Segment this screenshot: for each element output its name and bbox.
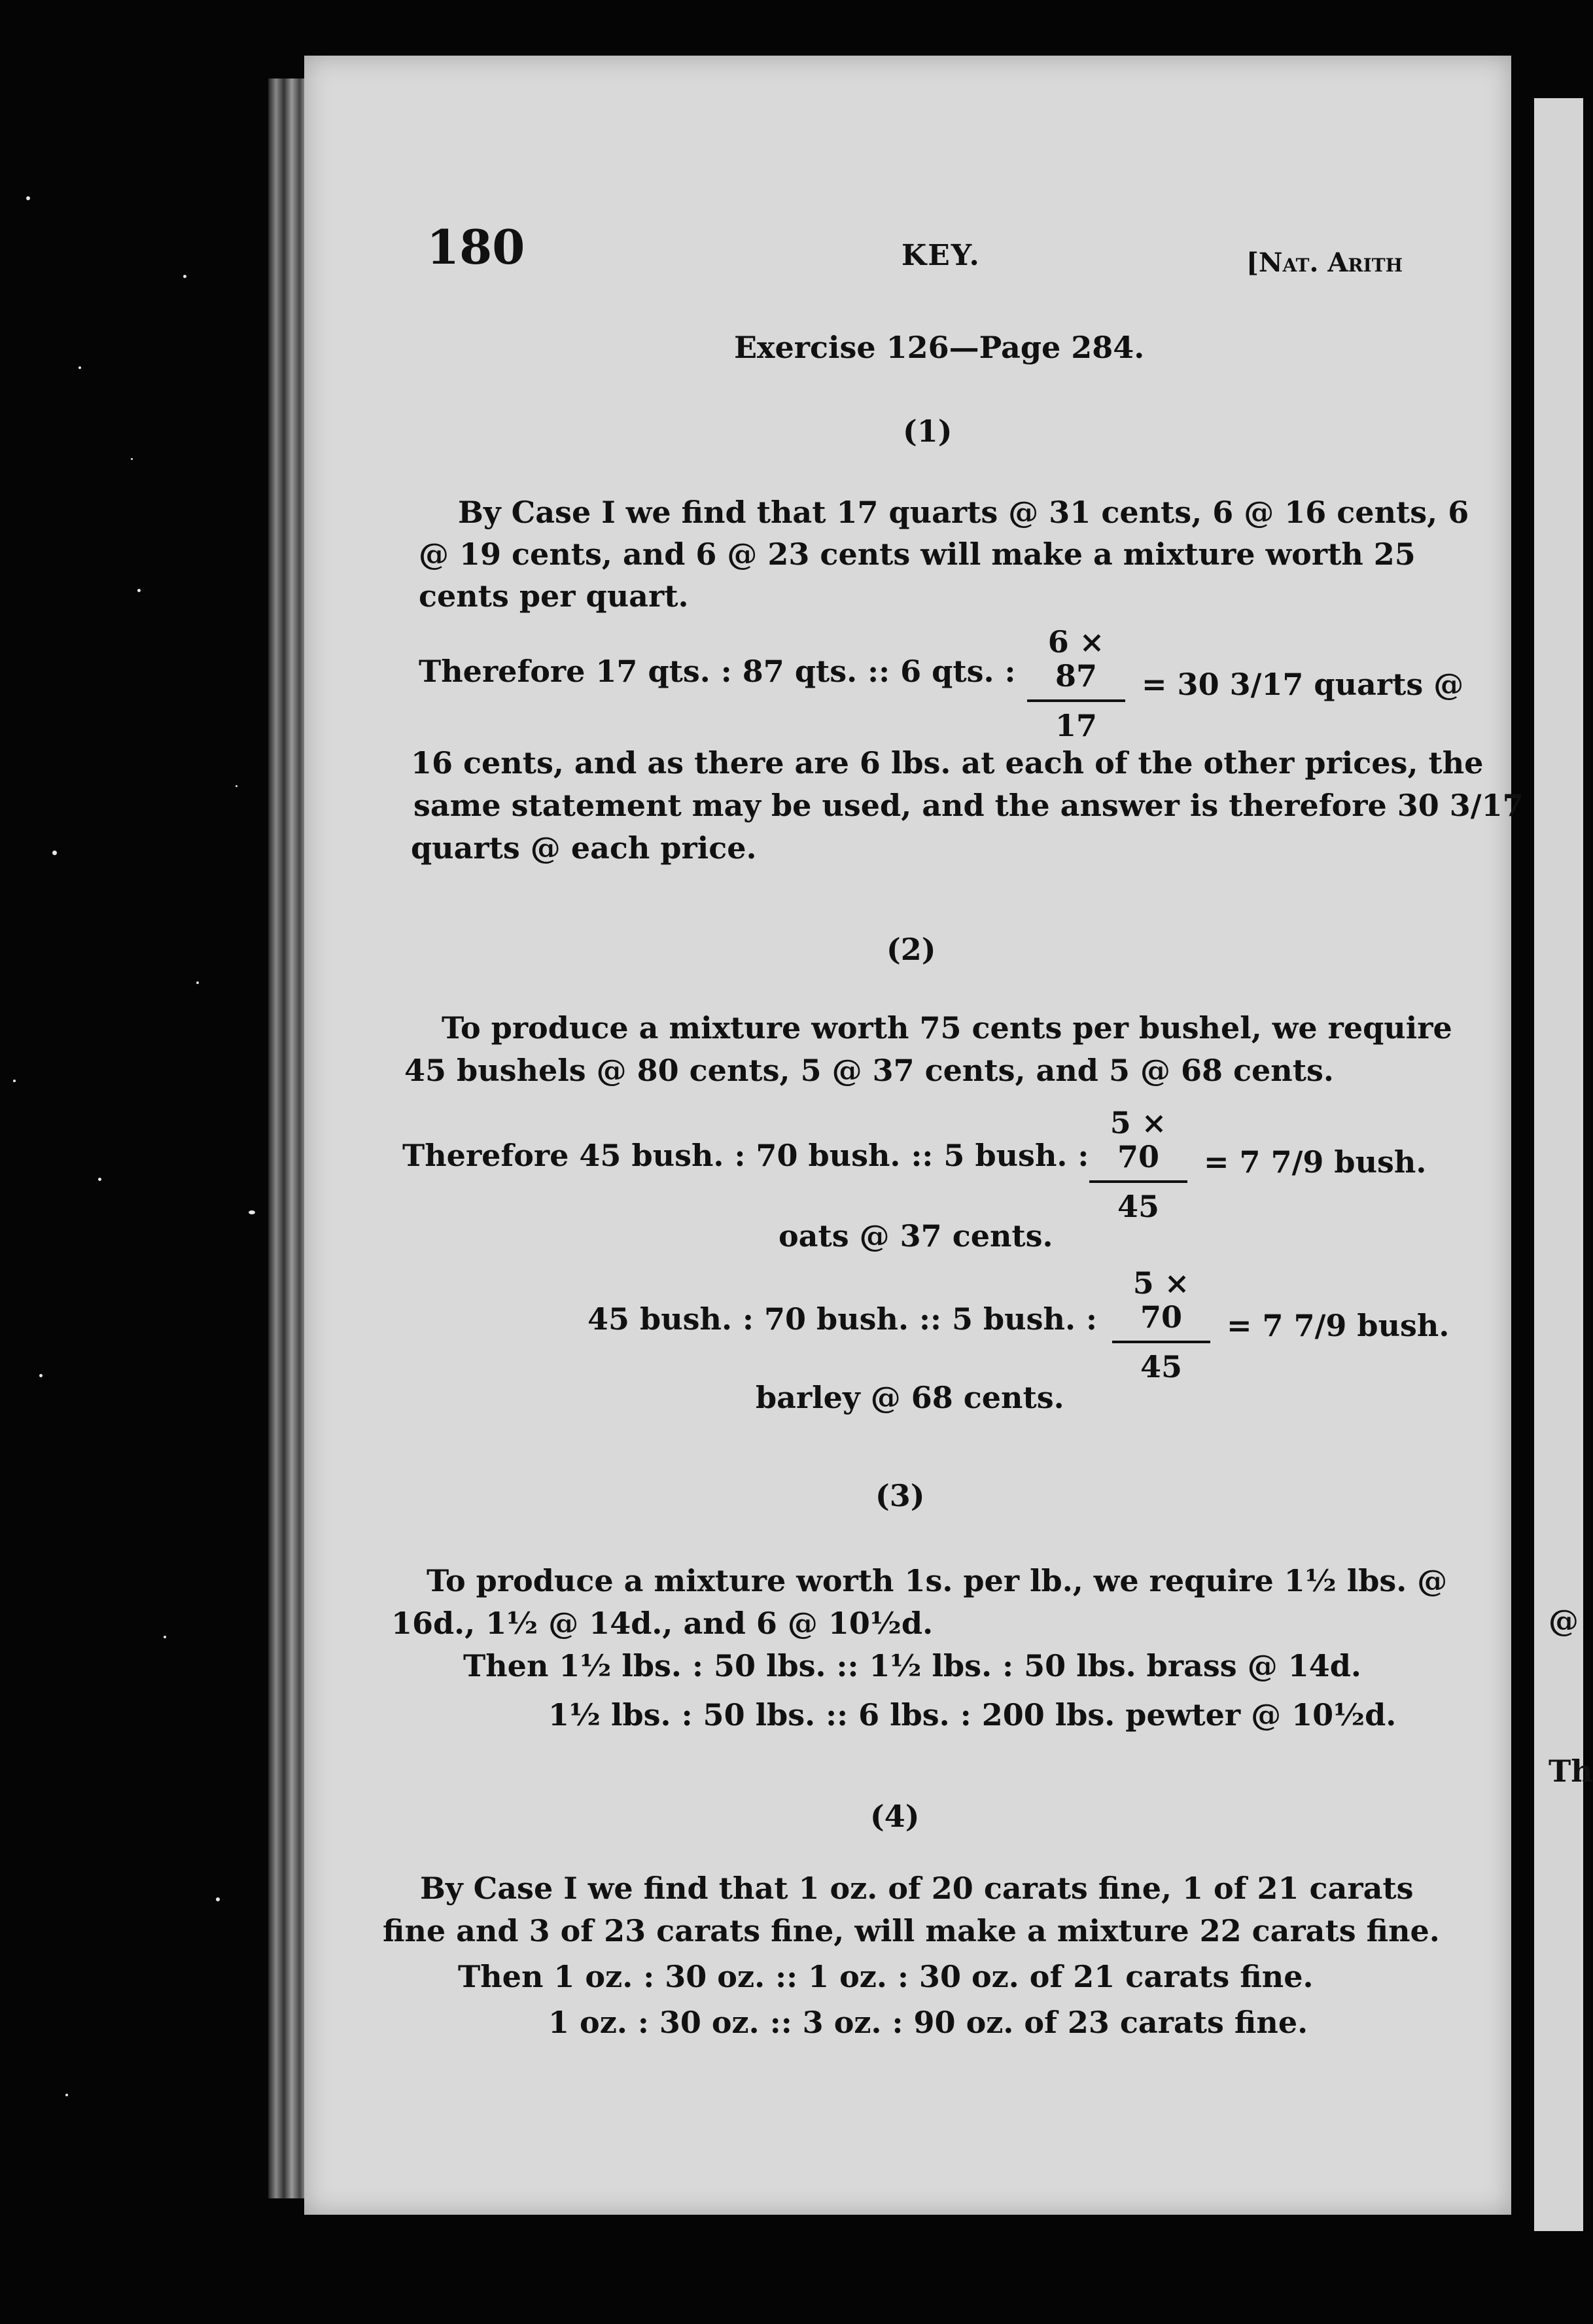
page-edge — [268, 79, 307, 2198]
text-line: same statement may be used, and the answer is therefore 30 3/17 — [413, 788, 1524, 823]
adjacent-page-fragment: @ — [1549, 1603, 1579, 1638]
text-line: barley @ 68 cents. — [756, 1380, 1064, 1415]
text-line: fine and 3 of 23 carats fine, will make a mixture 22 carats fine. — [383, 1913, 1440, 1948]
fraction-denominator: 45 — [1140, 1349, 1182, 1384]
proportion-statement: Therefore 45 bush. : 70 bush. :: 5 bush. : — [402, 1138, 1089, 1173]
page-number: 180 — [427, 219, 525, 275]
text-line: By Case I we find that 17 quarts @ 31 cents, 6 @ 16 cents, 6 — [458, 495, 1469, 530]
fraction — [1112, 1266, 1210, 1384]
proportion-result: = 30 3/17 quarts @ — [1142, 667, 1464, 702]
text-line: To produce a mixture worth 75 cents per bushel, we require — [442, 1010, 1452, 1046]
proportion-statement: Therefore 17 qts. : 87 qts. :: 6 qts. : — [419, 654, 1016, 689]
text-line: Then 1½ lbs. : 50 lbs. :: 1½ lbs. : 50 lbs. brass @ 14d. — [463, 1648, 1361, 1683]
proportion-statement: 45 bush. : 70 bush. :: 5 bush. : — [587, 1301, 1097, 1337]
adjacent-page — [1534, 98, 1593, 2231]
text-line: 45 bushels @ 80 cents, 5 @ 37 cents, and 5 @ 68 cents. — [404, 1053, 1334, 1088]
text-line: To produce a mixture worth 1s. per lb., we require 1½ lbs. @ — [427, 1563, 1448, 1598]
adjacent-page-fragment: Th — [1549, 1753, 1593, 1789]
fraction-denominator: 17 — [1055, 708, 1097, 743]
fraction-numerator: 5 × 70 — [1110, 1105, 1167, 1174]
section-label: (2) — [886, 932, 936, 967]
text-line: cents per quart. — [419, 578, 689, 614]
text-line: oats @ 37 cents. — [779, 1218, 1053, 1254]
text-line: @ 19 cents, and 6 @ 23 cents will make a mixture worth 25 — [419, 537, 1416, 572]
section-label: (3) — [875, 1478, 925, 1513]
text-line: quarts @ each price. — [411, 830, 757, 866]
fraction-denominator: 45 — [1117, 1189, 1159, 1224]
proportion-result: = 7 7/9 bush. — [1227, 1308, 1450, 1343]
fraction-bar — [1112, 1341, 1210, 1343]
proportion-result: = 7 7/9 bush. — [1204, 1144, 1427, 1180]
fraction — [1027, 625, 1125, 743]
text-line: By Case I we find that 1 oz. of 20 carats fine, 1 of 21 carats — [420, 1871, 1414, 1906]
text-line: 1 oz. : 30 oz. :: 3 oz. : 90 oz. of 23 carats fine. — [548, 2005, 1308, 2040]
fraction-bar — [1027, 699, 1125, 702]
text-line: 16 cents, and as there are 6 lbs. at each of the other prices, the — [411, 745, 1484, 781]
text-line: 1½ lbs. : 50 lbs. :: 6 lbs. : 200 lbs. pewter @ 10½d. — [548, 1697, 1397, 1733]
text-line: 16d., 1½ @ 14d., and 6 @ 10½d. — [391, 1606, 934, 1641]
page-title: KEY. — [902, 239, 981, 272]
fraction-numerator: 6 × 87 — [1047, 624, 1105, 694]
text-line: Then 1 oz. : 30 oz. :: 1 oz. : 30 oz. of 21 carats fine. — [458, 1959, 1314, 1994]
section-label: (4) — [870, 1799, 920, 1834]
fraction — [1089, 1106, 1187, 1224]
section-label: (1) — [903, 414, 953, 449]
exercise-title: Exercise 126—Page 284. — [734, 330, 1145, 365]
fraction-bar — [1089, 1180, 1187, 1183]
fraction-numerator: 5 × 70 — [1132, 1265, 1190, 1335]
running-head: [Nat. Arith — [1246, 247, 1403, 278]
